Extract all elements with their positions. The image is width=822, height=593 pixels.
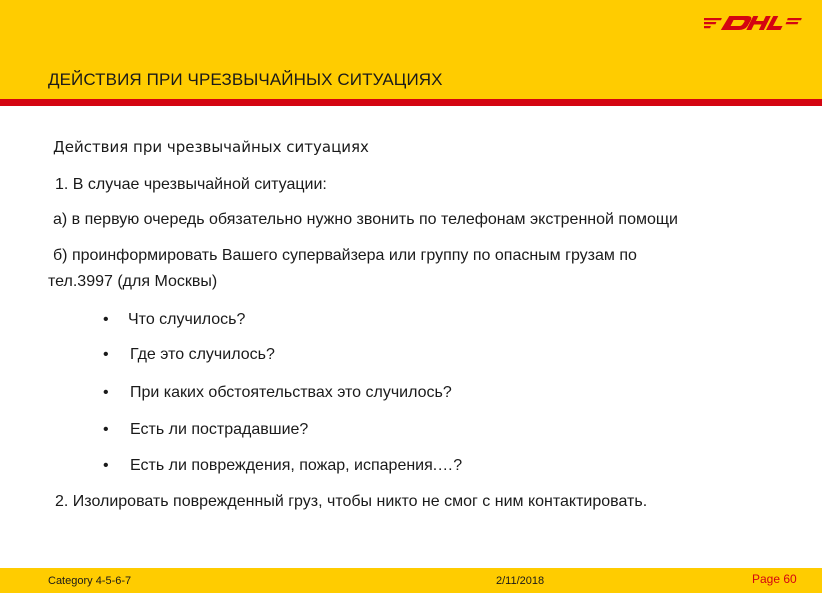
content-heading: Действия при чрезвычайных ситуациях bbox=[53, 138, 369, 156]
bullet-item: Что случилось? bbox=[128, 311, 246, 328]
footer-page-number: Page 60 bbox=[752, 572, 797, 586]
footer-category: Category 4-5-6-7 bbox=[48, 575, 132, 587]
item-1: 1. В случае чрезвычайной ситуации: bbox=[55, 176, 327, 193]
header-red-stripe bbox=[0, 99, 822, 106]
item-a: а) в первую очередь обязательно нужно звонить по телефонам экстренной помощи bbox=[53, 211, 678, 228]
item-2: 2. Изолировать поврежденный груз, чтобы никто не смог с ним контактировать. bbox=[55, 493, 648, 510]
bullet-icon: • bbox=[103, 421, 109, 438]
dhl-logo-icon bbox=[704, 12, 804, 38]
bullet-icon: • bbox=[103, 384, 109, 401]
page-title: ДЕЙСТВИЯ ПРИ ЧРЕЗВЫЧАЙНЫХ СИТУАЦИЯХ bbox=[48, 70, 443, 89]
item-b-line-2: тел.3997 (для Москвы) bbox=[48, 273, 218, 290]
bullet-icon: • bbox=[103, 346, 109, 363]
bullet-icon: • bbox=[103, 457, 109, 474]
bullet-item: Есть ли повреждения, пожар, испарения.…? bbox=[130, 457, 463, 474]
item-b-line-1: б) проинформировать Вашего супервайзера или группу по опасным грузам по bbox=[53, 247, 637, 264]
bullet-item: При каких обстоятельствах это случилось? bbox=[130, 384, 452, 401]
bullet-item: Где это случилось? bbox=[130, 346, 275, 363]
bullet-icon: • bbox=[103, 311, 109, 328]
footer-date: 2/11/2018 bbox=[496, 575, 545, 587]
bullet-item: Есть ли пострадавшие? bbox=[130, 421, 309, 438]
